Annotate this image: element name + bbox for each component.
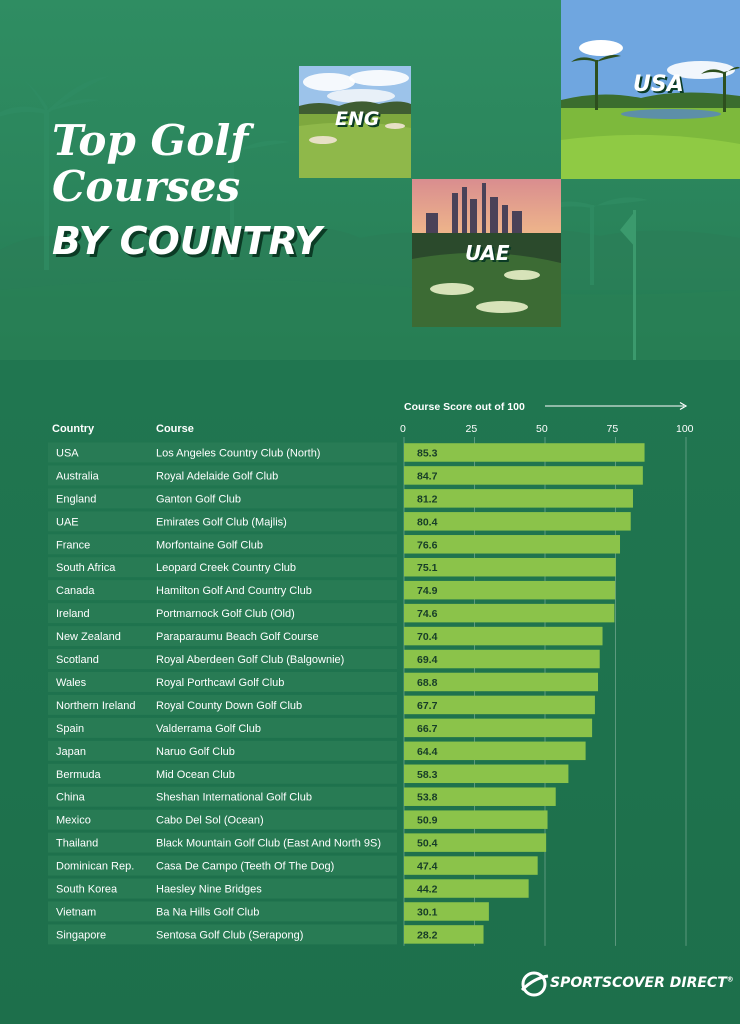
score-value-label: 50.4 (417, 837, 438, 850)
course-label: Royal Adelaide Golf Club (156, 470, 279, 483)
x-tick-label: 75 (606, 423, 619, 435)
x-tick-label: 25 (465, 423, 478, 435)
usa-label: USA (633, 72, 684, 97)
country-label: China (56, 791, 85, 804)
title-line-3: BY COUNTRY (52, 219, 322, 263)
course-label: Sentosa Golf Club (Serapong) (156, 929, 304, 942)
country-label: UAE (56, 516, 79, 529)
score-value-label: 75.1 (417, 562, 438, 575)
column-header-course: Course (156, 423, 194, 435)
course-label: Royal Aberdeen Golf Club (Balgownie) (156, 654, 345, 667)
score-bar (404, 512, 631, 531)
score-bar (404, 925, 484, 944)
x-axis-ticks (400, 423, 694, 435)
score-bar (404, 489, 633, 508)
score-value-label: 85.3 (417, 447, 438, 460)
score-value-label: 50.9 (417, 814, 438, 827)
country-label: Vietnam (56, 906, 97, 919)
score-value-label: 64.4 (417, 745, 438, 758)
course-label: Royal County Down Golf Club (156, 699, 303, 712)
country-label: Wales (56, 676, 87, 689)
country-label: Japan (56, 745, 86, 758)
brand-name-text: SPORTSCOVER DIRECT (550, 975, 727, 991)
score-value-label: 58.3 (417, 768, 438, 781)
page-title (52, 118, 322, 264)
course-label: Hamilton Golf And Country Club (156, 585, 312, 598)
course-label: Casa De Campo (Teeth Of The Dog) (156, 860, 335, 873)
country-label: Northern Ireland (56, 699, 136, 712)
score-value-label: 53.8 (417, 791, 438, 804)
score-value-label: 74.6 (417, 608, 438, 621)
course-label: Ba Na Hills Golf Club (156, 906, 260, 919)
country-label: Scotland (56, 654, 99, 667)
course-label: Leopard Creek Country Club (156, 562, 297, 575)
x-tick-label: 0 (400, 423, 406, 435)
country-label: New Zealand (56, 631, 121, 644)
course-label: Emirates Golf Club (Majlis) (156, 516, 287, 529)
course-label: Paraparaumu Beach Golf Course (156, 631, 319, 644)
country-label: Ireland (56, 608, 90, 621)
score-bar (404, 443, 645, 462)
country-label: France (56, 539, 91, 552)
score-value-label: 28.2 (417, 929, 438, 942)
score-value-label: 80.4 (417, 516, 438, 529)
country-label: Australia (56, 470, 99, 483)
course-label: Naruo Golf Club (156, 745, 235, 758)
course-label: Ganton Golf Club (156, 493, 241, 506)
course-label: Haesley Nine Bridges (156, 883, 262, 896)
country-label: South Africa (56, 562, 116, 575)
england-course-photo (299, 66, 411, 178)
course-label: Los Angeles Country Club (North) (156, 447, 321, 460)
score-value-label: 84.7 (417, 470, 438, 483)
course-label: Royal Porthcawl Golf Club (156, 676, 285, 689)
country-label: USA (56, 447, 79, 460)
x-tick-label: 50 (536, 423, 548, 435)
course-label: Black Mountain Golf Club (East And North 9S) (156, 837, 381, 850)
country-label: Bermuda (56, 768, 101, 781)
brand-registered-mark: ® (726, 975, 734, 984)
score-value-label: 69.4 (417, 654, 438, 667)
course-label: Valderrama Golf Club (156, 722, 261, 735)
country-label: Dominican Rep. (56, 860, 135, 873)
score-value-label: 76.6 (417, 539, 438, 552)
score-bar (404, 466, 643, 485)
score-value-label: 81.2 (417, 493, 438, 506)
course-label: Mid Ocean Club (156, 768, 235, 781)
golf-course-score-chart (0, 390, 740, 950)
country-label: Spain (56, 722, 85, 735)
score-value-label: 74.9 (417, 585, 438, 598)
country-label: South Korea (56, 883, 118, 896)
score-value-label: 68.8 (417, 676, 438, 689)
title-line-2: Courses (52, 162, 241, 211)
country-label: Singapore (56, 929, 107, 942)
column-header-country: Country (52, 423, 95, 435)
course-label: Cabo Del Sol (Ocean) (156, 814, 264, 827)
usa-course-photo (561, 0, 740, 179)
score-value-label: 30.1 (417, 906, 438, 919)
score-value-label: 44.2 (417, 883, 438, 896)
golf-ball-swoosh-icon (520, 970, 550, 998)
score-value-label: 67.7 (417, 699, 438, 712)
score-value-label: 47.4 (417, 860, 438, 873)
course-label: Portmarnock Golf Club (Old) (156, 608, 295, 621)
course-label: Morfontaine Golf Club (156, 539, 263, 552)
country-label: Thailand (56, 837, 99, 850)
uae-label: UAE (465, 241, 510, 265)
x-tick-label: 100 (676, 423, 694, 435)
score-value-label: 70.4 (417, 631, 438, 644)
axis-header (404, 401, 686, 413)
uae-course-photo (412, 179, 561, 327)
sportscover-direct-logo (520, 968, 734, 1000)
axis-title: Course Score out of 100 (404, 401, 525, 413)
course-label: Sheshan International Golf Club (156, 791, 312, 804)
eng-label: ENG (335, 108, 380, 130)
country-label: Mexico (56, 814, 91, 827)
brand-name (550, 975, 734, 991)
title-line-1: Top Golf (52, 116, 249, 165)
country-label: England (56, 493, 97, 506)
score-value-label: 66.7 (417, 722, 438, 735)
country-label: Canada (56, 585, 95, 598)
